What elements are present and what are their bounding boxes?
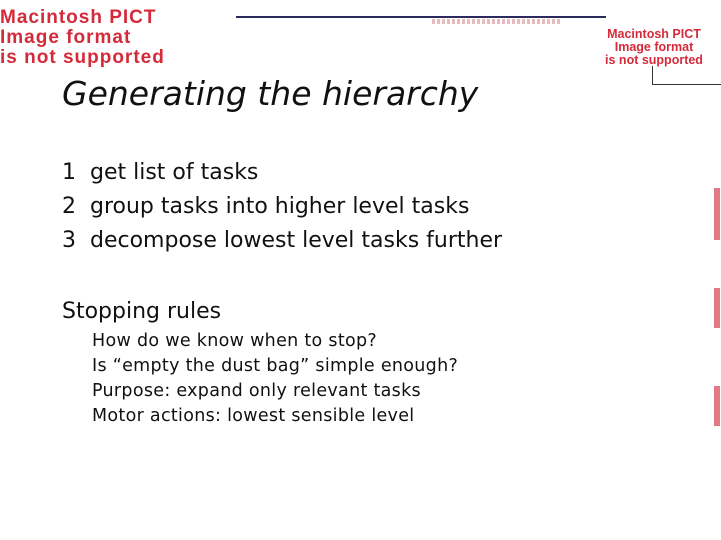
stopping-rules-list xyxy=(92,331,458,431)
step-text: group tasks into higher level tasks xyxy=(90,194,470,219)
step-number: 3 xyxy=(62,228,76,253)
stopping-rule-item: How do we know when to stop? xyxy=(92,331,378,351)
slide-title: Generating the hierarchy xyxy=(62,74,479,113)
stopping-rule-item: Purpose: expand only relevant tasks xyxy=(92,381,421,401)
stopping-rules-heading: Stopping rules xyxy=(62,299,222,324)
step-text: decompose lowest level tasks further xyxy=(90,228,503,253)
pict-placeholder-top-left xyxy=(0,7,250,68)
step-item xyxy=(62,160,502,194)
corner-bracket xyxy=(652,66,721,85)
pict-line: is not supported xyxy=(0,46,165,68)
stopping-rule-item: Is “empty the dust bag” simple enough? xyxy=(92,356,459,376)
pict-placeholder-top-right xyxy=(588,28,720,67)
pict-line: Macintosh PICT xyxy=(607,27,701,41)
step-text: get list of tasks xyxy=(90,160,259,185)
steps-list xyxy=(62,160,502,262)
stopping-rule-item: Motor actions: lowest sensible level xyxy=(92,406,415,426)
edge-artifacts xyxy=(712,188,720,428)
top-rule xyxy=(236,16,606,18)
step-number: 2 xyxy=(62,194,76,219)
pict-line: Macintosh PICT xyxy=(0,7,157,28)
pict-line: is not supported xyxy=(605,53,703,68)
step-item xyxy=(62,228,502,262)
top-rule-artifact xyxy=(432,19,562,24)
step-number: 1 xyxy=(62,160,76,185)
pict-line: Image format xyxy=(0,26,132,48)
pict-line: Image format xyxy=(614,40,694,55)
step-item xyxy=(62,194,502,228)
